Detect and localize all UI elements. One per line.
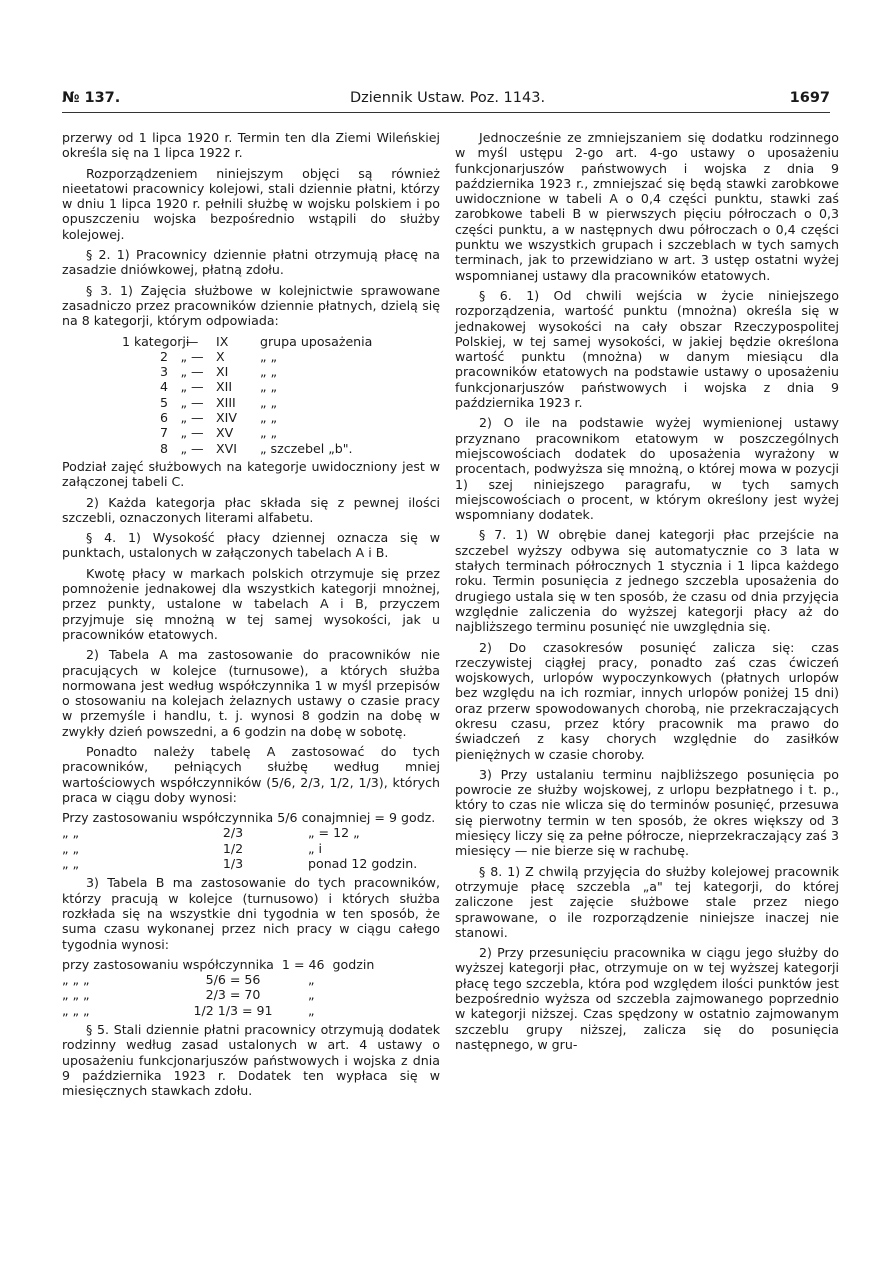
paragraph: 2) Do czasokresów posunięć zalicza się: czas rzeczywistej ciągłej pracy, ponadto zaś czas ćwiczeń wojskowych, urlopów wypoczynkowych (płatnych urlopów bez względu na ich rozmiar, innych urlopów poniżej 15 dni) oraz przerw spowodowanych chorobą, nie przekraczających okresu czasu, przez który pracownik ma prawo do świadczeń z kasy chorych względnie do zasiłków pieniężnych w czasie choroby.: [455, 639, 839, 762]
paragraph: Jednocześnie ze zmniejszaniem się dodatku rodzinnego w myśl ustępu 2-go art. 4-go ustawy o uposażeniu funkcjonarjuszów państwowych i wojska z dnia 9 października 1923 r., zmniejszać się będą stawki zarobkowe uwidocznione w tabeli A o 0,4 części punktu, stawki zaś zarobkowe tabeli B w pierwszych pięciu półroczach o 0,3 części punktu, a w następnych dwu półroczach o 0,4 części punktu we wszystkich grupach i szczeblach w tych samych terminach, jak to przewidziano w art. 3 ustęp ostatni wyżej wspomnianej ustawy dla pracowników etatowych.: [455, 130, 839, 283]
left-column: [62, 130, 440, 1104]
paragraph: Ponadto należy tabelę A zastosować do tych pracowników, pełniących służbę według mniej wartościowych współczynników (5/6, 2/3, 1/2, 1/3), których praca w ciągu doby wynosi:: [62, 743, 440, 805]
category-list: [122, 334, 440, 456]
category-row: 1 kategorji — IX grupa uposażenia: [122, 333, 373, 349]
page-header: [62, 90, 830, 116]
header-rule: [62, 112, 830, 113]
paragraph: Rozporządzeniem niniejszym objęci są również nieetatowi pracownicy kolejowi, stali dziennie płatni, którzy w dniu 1 lipca 1920 r. pełnili służbę w wojsku polskiem i po opuszczeniu wojska bezpośrednio wstąpili do służby kolejowej.: [62, 165, 440, 242]
paragraph: 2) Przy przesunięciu pracownika w ciągu jego służby do wyższej kategorji płac, otrzymuje on w tej wyższej kategorji płacę tego szczebla, która pod względem ilości punktów jest bezpośrednio wyższa od szczebla zajmowanego poprzednio w kategorji niższej. Czas spędzony w ostatnio zajmowanym szczeblu grupy niższej, zalicza się do posunięcia następnego, w gru-: [455, 945, 839, 1052]
section-4: § 4. 1) Wysokość płacy dziennej oznacza się w punktach, ustalonych w załączonych tabelach A i B.: [62, 530, 440, 561]
section-5: § 5. Stali dziennie płatni pracownicy otrzymują dodatek rodzinny według zasad ustalonych w art. 4 ustawy o uposażeniu funkcjonarjuszów państwowych i wojska z dnia 9 października 1923 r. Dodatek ten wypłaca się w miesięcznych stawkach zdołu.: [62, 1022, 440, 1099]
category-row: 8 „ — XVI „ szczebel „b".: [159, 440, 353, 456]
paragraph: przerwy od 1 lipca 1920 r. Termin ten dla Ziemi Wileńskiej określa się na 1 lipca 1922 r.: [62, 130, 440, 161]
coefficient-row: „ „ „ 2/3 = 70 „: [62, 987, 315, 1003]
section-2: § 2. 1) Pracownicy dziennie płatni otrzymują płacę na zasadzie dniówkowej, płatną zdołu.: [62, 247, 440, 278]
category-row: 3 „ — XI „ „: [159, 364, 278, 380]
paragraph: Podział zajęć służbowych na kategorje uwidoczniony jest w załączonej tabeli C.: [62, 458, 440, 490]
category-row: 2 „ — X „ „: [159, 348, 278, 364]
paragraph: 2) Tabela A ma zastosowanie do pracowników nie pracujących w kolejce (turnusowe), a których służba normowana jest według współczynnika 1 w myśl przepisów o stosowaniu na kolejach żelaznych ustawy o czasie pracy w przemyśle i handlu, t. j. wynosi 8 godzin na dobę w zwykły dzień powszedni, a 6 godzin na dobę w sobotę.: [62, 647, 440, 739]
paragraph: 3) Tabela B ma zastosowanie do tych pracowników, którzy pracują w kolejce (turnusowo) i których służba rozkłada się na wszystkie dni tygodnia w ten sposób, że suma czasu wykonanej przez nich pracy w ciągu całego tygodnia wynosi:: [62, 875, 440, 952]
coefficient-row: „ „ 1/2 „ i: [62, 840, 323, 856]
journal-title: Dziennik Ustaw. Poz. 1143.: [350, 90, 546, 106]
paragraph: 3) Przy ustalaniu terminu najbliższego posunięcia po powrocie ze służby wojskowej, z urlopu bezpłatnego i t. p., który to czas nie wlicza się do terminów posunięć, przesuwa się pierwotny termin w ten sposób, że okres większy od 3 miesięcy liczy się za pełne półrocze, nieprzekraczający zaś 3 miesięcy — nie bierze się w rachubę.: [455, 766, 839, 859]
section-3: § 3. 1) Zajęcia służbowe w kolejnictwie sprawowane zasadniczo przez pracowników dziennie płatnych, dzielą się na 8 kategorji, którym odpowiada:: [62, 282, 440, 329]
coefficient-list-b: [62, 957, 440, 1018]
coefficient-row: Przy zastosowaniu współczynnika 5/6 conajmniej = 9 godz.: [62, 810, 436, 826]
coefficient-row: „ „ „ 1/2 1/3 = 91 „: [62, 1002, 315, 1018]
coefficient-row: „ „ 1/3 ponad 12 godzin.: [62, 856, 418, 872]
section-8: § 8. 1) Z chwilą przyjęcia do służby kolejowej pracownik otrzymuje płacę szczebla „a" tej kategorji, do której zaliczone jest zajęcie służbowe stale przez niego sprawowane, o ile rozporządzenie niniejsze inaczej nie stanowi.: [455, 863, 839, 940]
issue-number: № 137.: [62, 90, 121, 106]
category-row: 4 „ — XII „ „: [159, 379, 278, 395]
coefficient-row: przy zastosowaniu współczynnika 1 = 46 godzin: [62, 956, 375, 972]
paragraph: Kwotę płacy w markach polskich otrzymuje się przez pomnożenie jednakowej dla wszystkich kategorji mnożnej, przez punkty, ustalone w tabelach A i B, przyczem przyjmuje się mnożną w tej samej wysokości, jak u pracowników etatowych.: [62, 565, 440, 642]
category-row: 7 „ — XV „ „: [159, 425, 278, 441]
page-number: 1697: [789, 90, 830, 106]
category-row: 6 „ — XIV „ „: [159, 410, 278, 426]
coefficient-row: „ „ „ 5/6 = 56 „: [62, 972, 315, 988]
section-7: § 7. 1) W obrębie danej kategorji płac przejście na szczebel wyższy odbywa się automatycznie co 3 lata w stałych terminach półrocznych 1 stycznia i 1 lipca każdego roku. Termin posunięcia z jednego szczebla uposażenia do drugiego ustala się w ten sposób, że czasu od dnia przyjęcia względnie zaliczenia do wyższej kategorji płacy aż do najbliższego terminu posunięć nie uwzględnia się.: [455, 527, 839, 635]
paragraph: 2) O ile na podstawie wyżej wymienionej ustawy przyznano pracownikom etatowym w poszczególnych miejscowościach dodatek do uposażenia wyrażony w procentach, podwyższa się mnożną, o której mowa w pozycji 1) szej niniejszego paragrafu, w tych samych miejscowościach o procent, w którym określony jest wyżej wspomniany dodatek.: [455, 415, 839, 523]
coefficient-list-a: [62, 810, 440, 871]
category-row: 5 „ — XIII „ „: [159, 394, 278, 410]
paragraph: 2) Każda kategorja płac składa się z pewnej ilości szczebli, oznaczonych literami alfabetu.: [62, 494, 440, 525]
section-6: § 6. 1) Od chwili wejścia w życie niniejszego rozporządzenia, wartość punktu (mnożna) określa się w jednakowej wysokości na cały obszar Rzeczypospolitej Polskiej, w tej samej wysokości, w jakiej będzie określona wartość punktu (mnożna) w danym miesiącu dla pracowników etatowych na podstawie ustawy o uposażeniu funkcjonarjuszów państwowych i wojska z dnia 9 października 1923 r.: [455, 287, 839, 411]
right-column: [455, 130, 839, 1057]
coefficient-row: „ „ 2/3 „ = 12 „: [62, 825, 360, 841]
